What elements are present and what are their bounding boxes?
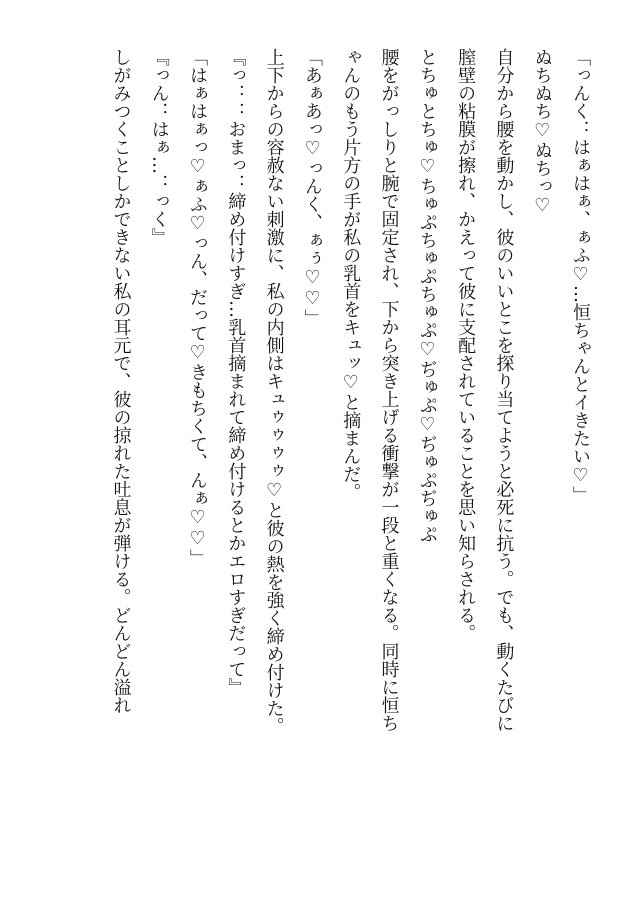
text-line-12: 『っん：はぁ…：っく』 [148,48,170,246]
text-line-9: 上下からの容赦ない刺激に、私の内側はキュゥゥゥゥ♡と彼の熱を強く締め付けた。 [263,48,285,735]
text-line-13: しがみつくことしかできない私の耳元で、彼の掠れた吐息が弾ける。どんどん溢れ [110,48,132,714]
text-line-2: ぬちぬち♡ぬちっ♡ [531,48,553,216]
text-line-6: 腰をがっしりと腕で固定され、下から突き上げる衝撃が一段と重くなる。同時に恒ち [378,48,400,732]
text-line-3: 自分から腰を動かし、彼のいいとこを探り当てようと必死に抗う。でも、動くたびに [493,48,515,732]
text-line-1: 「っんく：はぁはぁ、ぁふ♡…恒ちゃんとイきたい♡」 [570,48,591,504]
text-line-5: とちゅとちゅ♡ちゅぷちゅぷちゅぷ♡ぢゅぷ♡ぢゅぷぢゅぷ [416,48,438,543]
text-line-10: 『っ：：おまっ：締め付けすぎ…乳首摘まれて締め付けるとかエロすぎだって』 [225,48,247,696]
text-line-7: ゃんのもう片方の手が私の乳首をキュッ♡と摘まんだ。 [340,48,362,501]
text-line-4: 膣壁の粘膜が擦れ、かえって彼に支配されていることを思い知らされる。 [455,48,477,642]
text-line-11: 「はぁはぁっ♡ぁふ♡っん、だって♡きもちくて、んぁ♡♡」 [187,48,209,567]
vertical-text-body [101,48,599,868]
text-line-8: 「あぁあっ♡っんく、ぁぅ♡♡」 [301,48,323,327]
